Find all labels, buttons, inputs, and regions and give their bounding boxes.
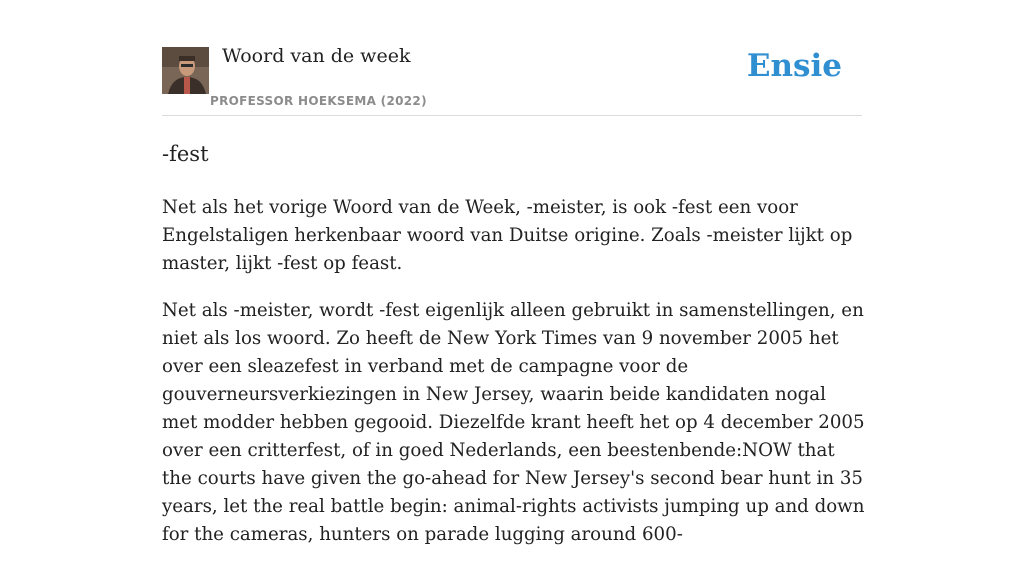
site-logo[interactable]: Ensie (746, 48, 842, 84)
author-photo-icon (162, 47, 209, 94)
article-paragraph: Net als het vorige Woord van de Week, -meister, is ook -fest een voor Engelstaligen herkenbaar woord van Duitse origine. Zoals -meister lijkt op master, lijkt -fest op feast. (162, 197, 853, 274)
article (162, 138, 867, 568)
author-name[interactable]: PROFESSOR HOEKSEMA (2022) (210, 94, 427, 108)
article-paragraph: Net als -meister, wordt -fest eigenlijk alleen gebruikt in samenstellingen, en niet als los woord. Zo heeft de New York Times van 9 november 2005 het over een sleazefest in verband met de campagne voor de gouverneursverkiezingen in New Jersey, waarin beide kandidaten nogal met modder hebben gegooid. Diezelfde krant heeft het op 4 december 2005 over een critterfest, of in goed Nederlands, een beestenbende:NOW that the courts have given the go-ahead for New Jersey's second bear hunt in 35 years, let the real battle begin: animal-rights activists jumping up and down for the cameras, hunters on parade lugging around 600- (162, 300, 865, 545)
header (162, 0, 862, 116)
article-title: -fest (162, 142, 209, 166)
series-title[interactable]: Woord van de week (222, 45, 411, 67)
avatar[interactable] (162, 47, 209, 94)
